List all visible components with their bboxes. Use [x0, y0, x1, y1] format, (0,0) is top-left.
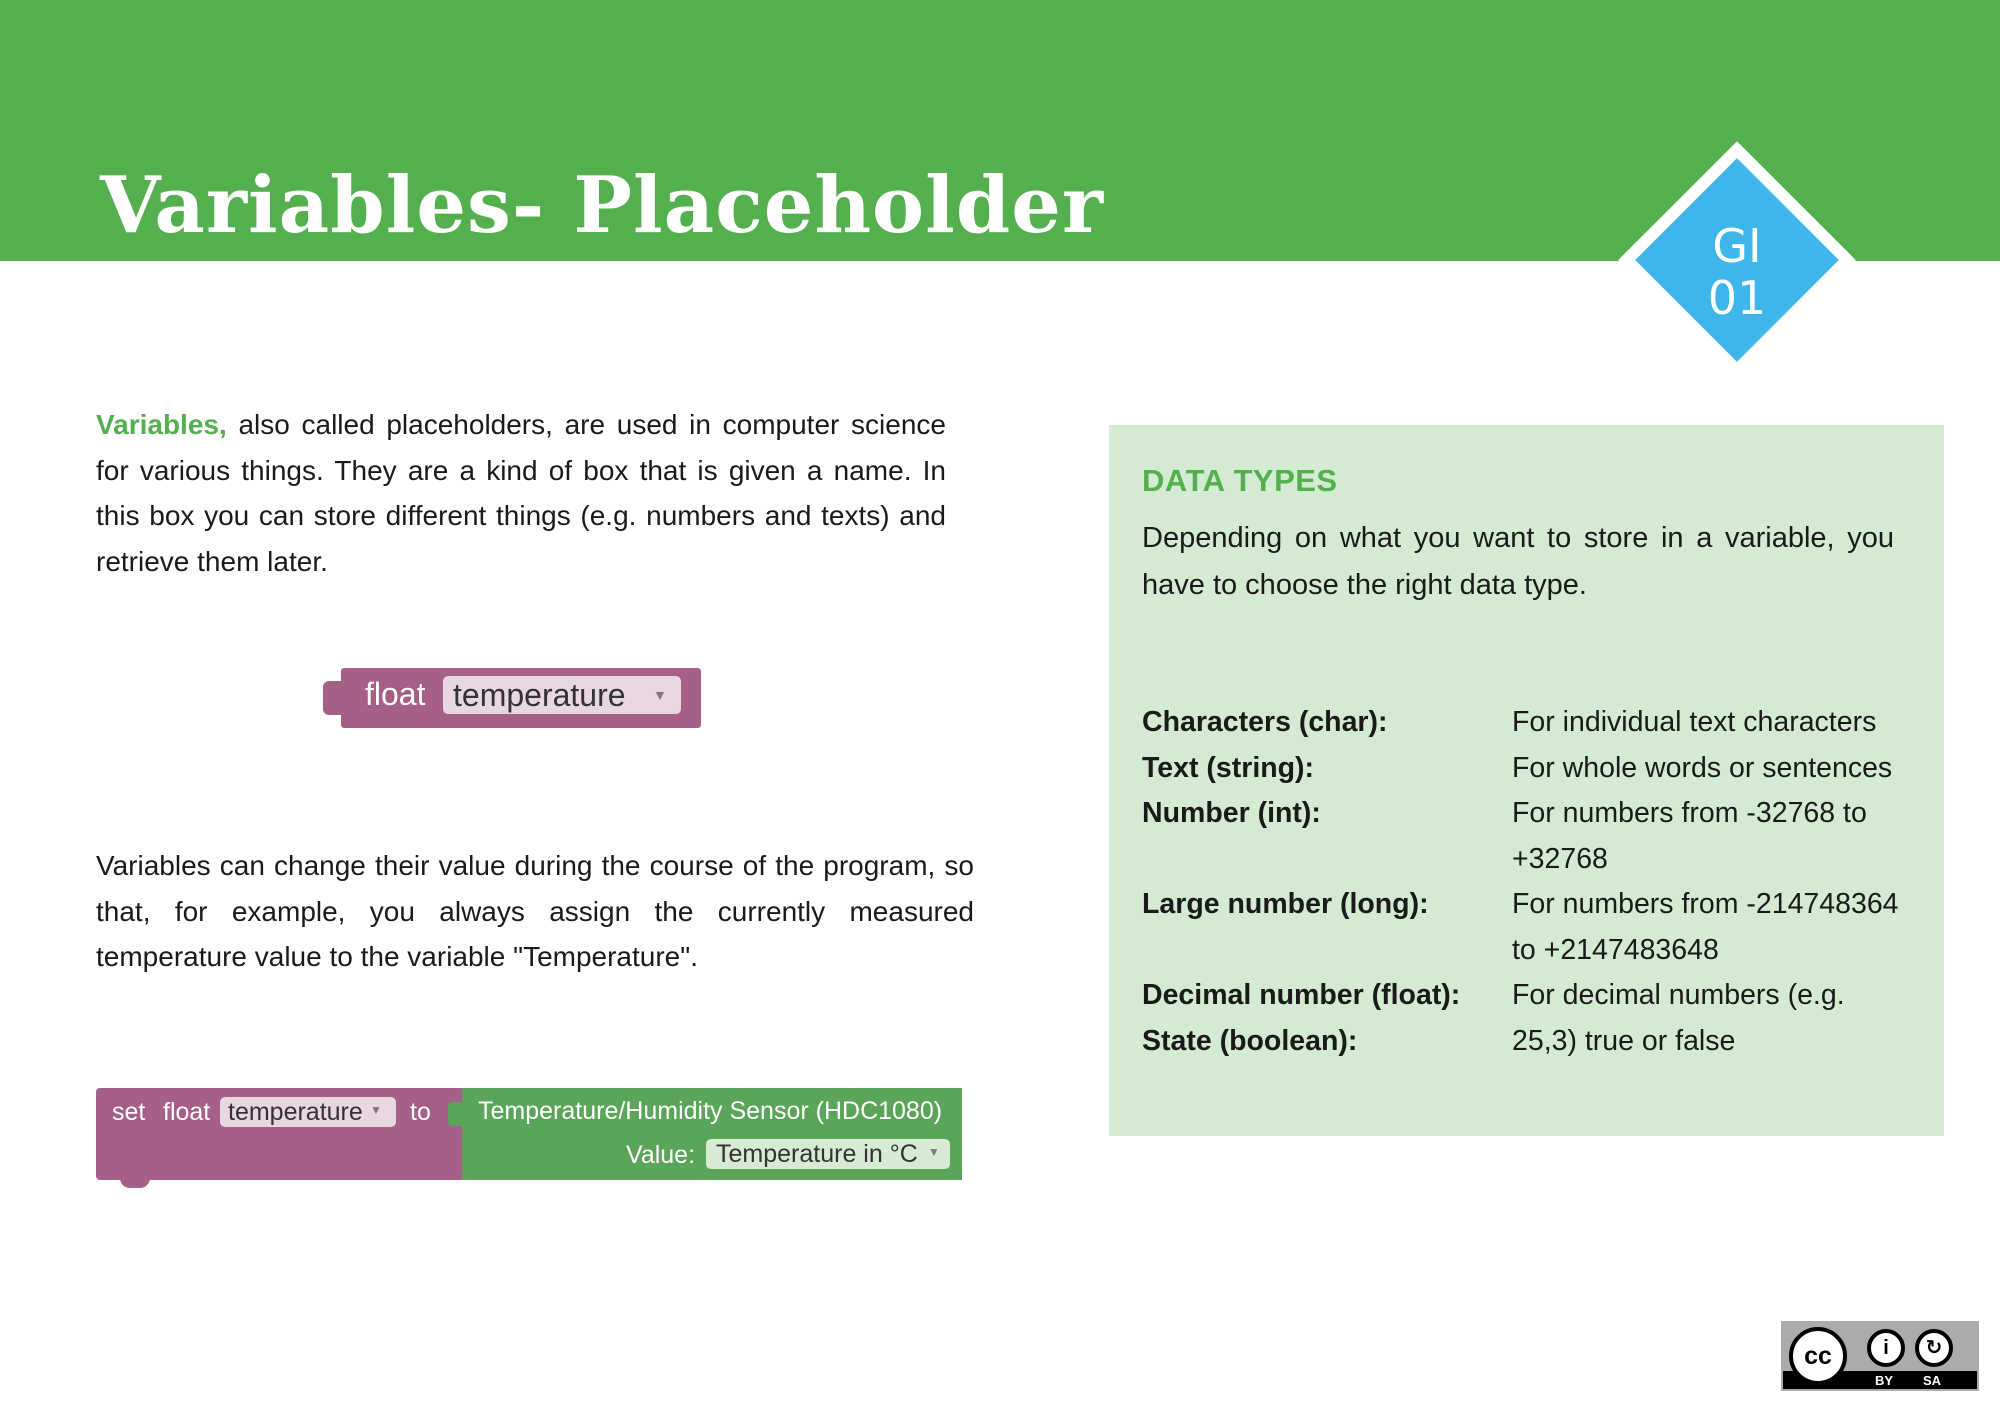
table-row: [1142, 746, 1922, 792]
type-description: For numbers from -32768 to +32768: [1512, 797, 1867, 875]
set-keyword: set: [112, 1098, 146, 1126]
section-badge: [1617, 140, 1857, 380]
type-description: For decimal numbers (e.g.: [1512, 979, 1845, 1011]
chevron-down-icon: ▼: [928, 1145, 940, 1159]
cc-license-badge: [1781, 1321, 1979, 1391]
set-block-notch: [120, 1176, 150, 1188]
block-connector: [323, 681, 343, 715]
chevron-down-icon: ▼: [370, 1103, 382, 1117]
variable-dropdown-value: temperature: [453, 677, 626, 713]
float-variable-block: [323, 666, 701, 729]
panel-intro: Depending on what you want to store in a variable, you have to choose the right data type.: [1142, 522, 1894, 601]
type-name: Characters (char):: [1142, 706, 1388, 738]
type-name: Text (string):: [1142, 751, 1315, 784]
intro-highlight: Variables,: [96, 409, 227, 440]
table-row: [1142, 791, 1922, 882]
set-type: float: [163, 1098, 211, 1126]
table-row: [1142, 973, 1922, 1019]
set-variable-value: temperature: [228, 1098, 363, 1126]
cc-icon: cc: [1789, 1327, 1847, 1385]
sensor-title: Temperature/Humidity Sensor (HDC1080): [478, 1097, 943, 1125]
share-alike-icon: ↻: [1915, 1329, 1953, 1367]
by-label: BY: [1875, 1373, 1894, 1388]
type-name: State (boolean):: [1142, 1024, 1358, 1057]
type-description: For individual text characters: [1512, 706, 1877, 738]
badge-line-2: 01: [1707, 271, 1767, 325]
type-description: For numbers from -214748364 to +2147483648: [1512, 888, 1899, 966]
set-variable-dropdown[interactable]: [220, 1097, 396, 1127]
table-row: [1142, 882, 1922, 973]
sensor-value-option: Temperature in °C: [716, 1140, 918, 1168]
type-name: Number (int):: [1142, 797, 1321, 829]
sa-label: SA: [1923, 1373, 1942, 1388]
block-keyword: float: [365, 676, 426, 712]
variable-dropdown[interactable]: [443, 676, 681, 714]
badge-label: [1617, 220, 1857, 324]
data-types-panel: [1109, 425, 1944, 1136]
set-variable-block: [96, 1088, 966, 1188]
attribution-icon: i: [1867, 1329, 1905, 1367]
badge-line-1: GI: [1712, 219, 1762, 273]
table-row: [1142, 700, 1922, 746]
chevron-down-icon: ▼: [653, 687, 667, 703]
data-types-table: [1142, 700, 1922, 1064]
type-name: Large number (long):: [1142, 888, 1429, 920]
second-paragraph: Variables can change their value during the course of the program, so that, for example, you always assign the currently measured temperature value to the variable "Temperature".: [96, 850, 974, 972]
page-title: Variables- Placeholder: [100, 160, 1104, 251]
type-name: Decimal number (float):: [1142, 979, 1461, 1011]
sensor-value-label: Value:: [626, 1141, 696, 1169]
intro-paragraph: [96, 402, 946, 584]
intro-text: also called placeholders, are used in computer science for various things. They are a kind of box that is given a name. In this box you can store different things (e.g. numbers and texts) and retrieve them later.: [96, 409, 946, 577]
type-description: For whole words or sentences: [1512, 751, 1893, 784]
to-keyword: to: [410, 1098, 431, 1126]
panel-heading: DATA TYPES: [1142, 463, 1338, 498]
sensor-value-dropdown[interactable]: [706, 1139, 950, 1169]
table-row: [1142, 1019, 1922, 1065]
type-description: 25,3) true or false: [1512, 1024, 1736, 1057]
